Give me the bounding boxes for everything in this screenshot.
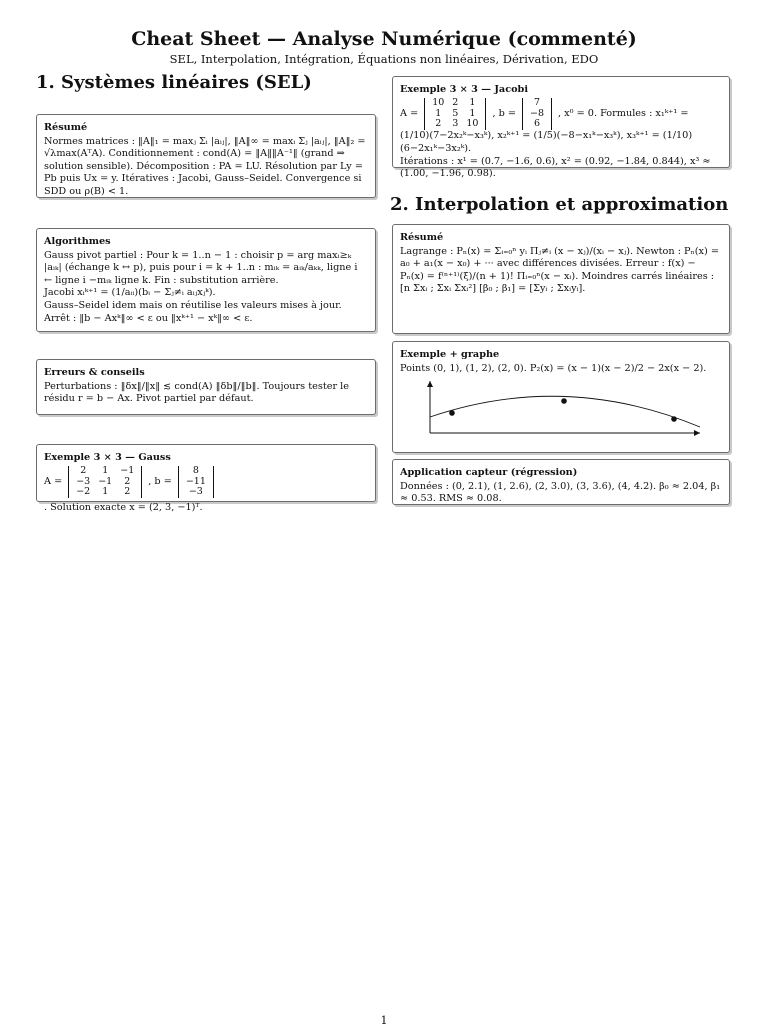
box-text: Points (0, 1), (1, 2), (2, 0). P₂(x) = (x − 1)(x − 2)/2 − 2x(x − 2). — [400, 362, 707, 374]
matrix-cell: 6 — [533, 118, 541, 130]
matrix-cell: 2 — [435, 118, 442, 130]
matrix-cell: −2 — [76, 486, 91, 498]
page-title: Cheat Sheet — Analyse Numérique (commenté) — [131, 28, 637, 50]
matrix-row — [526, 98, 548, 109]
matrix-cell: 1 — [469, 96, 476, 108]
resume-sel-box — [36, 114, 376, 198]
solution-text: . Solution exacte x = (2, 3, −1)ᵀ. — [44, 502, 203, 514]
matrix-cell: −3 — [188, 486, 203, 498]
matrix-cell: −3 — [76, 475, 91, 487]
matrix-cell: −1 — [98, 475, 113, 487]
section-heading-interpolation: 2. Interpolation et approximation — [390, 194, 729, 215]
box-title: Erreurs & conseils — [44, 367, 145, 378]
matrix-cell: 1 — [102, 486, 109, 498]
algo-gauss-text: Gauss pivot partiel : Pour k = 1..n − 1 : choisir p = arg maxᵢ≥ₖ |aᵢₖ| (échange k ↔ p), puis pour i = k + 1..n : mᵢₖ = aᵢₖ/aₖₖ, ligne i ← ligne i −mᵢₖ ligne k. Fin : substitution arrière. — [44, 249, 358, 286]
box-title: Application capteur (régression) — [400, 467, 578, 478]
matrix-cell: 1 — [435, 107, 442, 119]
matrix-cell: 3 — [452, 118, 459, 130]
matrix-cell: 8 — [192, 464, 199, 476]
box-title: Résumé — [400, 232, 444, 243]
y-axis-arrow-icon — [427, 381, 433, 387]
box-text: Normes matrices : ‖A‖₁ = maxⱼ Σᵢ |aᵢⱼ|, ‖A‖∞ = maxᵢ Σⱼ |aᵢⱼ|, ‖A‖₂ = √λmax(AᵀA). Conditionnement : cond(A) = ‖A‖‖A⁻¹‖ (grand ⇒ solution sensible). Décomposition : PA = LU. Résolution par Ly = Pb puis Ux = y. Itératives : Jacobi, Gauss–Seidel. Convergence si SDD ou ρ(B) < 1. — [44, 135, 366, 198]
algo-seidel-text: Gauss–Seidel idem mais on réutilise les valeurs mises à jour. Arrêt : ‖b − Axᵏ‖∞ < ε ou ‖xᵏ⁺¹ − xᵏ‖∞ < ε. — [44, 300, 342, 324]
box-title: Exemple + graphe — [400, 349, 500, 360]
matrix-cell: 10 — [466, 118, 479, 130]
exemple-jacobi-box — [392, 76, 730, 180]
jacobi-iterations: Itérations : x¹ = (0.7, −1.6, 0.6), x² = (0.92, −1.84, 0.844), x³ ≈ (1.00, −1.96, 0.98). — [400, 155, 711, 180]
matrix-a-label: A = — [400, 107, 419, 119]
matrix-cell: −11 — [185, 475, 206, 487]
application-capteur-box — [392, 459, 730, 505]
normal-equations: [n Σxᵢ ; Σxᵢ Σxᵢ²] [β₀ ; β₁] = [Σyᵢ ; Σxᵢyᵢ]. — [400, 283, 586, 295]
vector-b — [178, 466, 214, 499]
algo-jacobi-text: Jacobi xᵢᵏ⁺¹ = (1/aᵢᵢ)(bᵢ − Σⱼ≠ᵢ aᵢⱼxⱼᵏ). — [44, 287, 216, 299]
algorithmes-box — [36, 228, 376, 332]
jacobi-formulas: (1/10)(7−2x₂ᵏ−x₃ᵏ), x₂ᵏ⁺¹ = (1/5)(−8−x₁ᵏ−x₃ᵏ), x₃ᵏ⁺¹ = (1/10)(6−2x₁ᵏ−3x₂ᵏ). — [400, 130, 693, 154]
box-title: Exemple 3 × 3 — Gauss — [44, 452, 171, 463]
box-text: Lagrange : Pₙ(x) = Σᵢ₌₀ⁿ yᵢ Πⱼ≠ᵢ (x − xⱼ)/(xᵢ − xⱼ). Newton : Pₙ(x) = a₀ + a₁(x − x₀) + ··· avec différences divisées. Erreur : f(x) − Pₙ(x) = f⁽ⁿ⁺¹⁾(ξ)/(n + 1)! Πᵢ₌₀ⁿ(x − xᵢ). Moindres carrés linéaires : — [400, 245, 719, 282]
matrix-cell: 1 — [469, 107, 476, 119]
matrix-row — [428, 119, 482, 130]
section-heading-sel: 1. Systèmes linéaires (SEL) — [36, 72, 312, 93]
interpolation-graph — [400, 377, 720, 441]
resume-interpolation-box — [392, 224, 730, 334]
erreurs-box — [36, 359, 376, 415]
vector-b-label: , b = — [148, 475, 172, 487]
x-axis-arrow-icon — [694, 430, 700, 436]
data-point — [671, 416, 677, 422]
matrix-row — [428, 98, 482, 109]
data-point — [449, 410, 455, 416]
matrix-cell: 2 — [452, 96, 459, 108]
box-title: Algorithmes — [44, 236, 111, 247]
matrix-cell: 2 — [124, 475, 131, 487]
formula-intro: , x⁰ = 0. Formules : x₁ᵏ⁺¹ = — [558, 107, 689, 119]
matrix-cell: −8 — [530, 107, 545, 119]
matrix-cell: −1 — [120, 464, 135, 476]
matrix-cell: 7 — [533, 96, 541, 108]
box-text: Données : (0, 2.1), (1, 2.6), (2, 3.0), (3, 3.6), (4, 4.2). β₀ ≈ 2.04, β₁ ≈ 0.53. RMS ≈ 0.08. — [400, 480, 721, 505]
vector-b-label: , b = — [492, 107, 516, 119]
matrix-row — [182, 466, 210, 477]
matrix-row — [72, 466, 138, 477]
exemple-graphe-box — [392, 341, 730, 453]
box-title: Exemple 3 × 3 — Jacobi — [400, 84, 529, 95]
page-subtitle: SEL, Interpolation, Intégration, Équations non linéaires, Dérivation, EDO — [169, 52, 599, 66]
data-point — [561, 398, 567, 404]
matrix-row — [182, 487, 210, 498]
matrix-a — [68, 466, 142, 499]
matrix-a — [424, 98, 486, 131]
matrix-cell: 2 — [124, 486, 131, 498]
matrix-cell: 5 — [452, 107, 459, 119]
matrix-cell: 1 — [102, 464, 109, 476]
matrix-a-label: A = — [44, 475, 63, 487]
matrix-cell: 2 — [80, 464, 87, 476]
matrix-row — [72, 487, 138, 498]
box-text: Perturbations : ‖δx‖/‖x‖ ≲ cond(A) ‖δb‖/‖b‖. Toujours tester le résidu r = b − Ax. Pivot partiel par défaut. — [44, 380, 349, 405]
box-title: Résumé — [44, 122, 88, 133]
page-number: 1 — [380, 1014, 388, 1027]
matrix-cell: 10 — [432, 96, 445, 108]
exemple-gauss-box — [36, 444, 376, 514]
matrix-row — [526, 119, 548, 130]
vector-b — [522, 98, 552, 131]
